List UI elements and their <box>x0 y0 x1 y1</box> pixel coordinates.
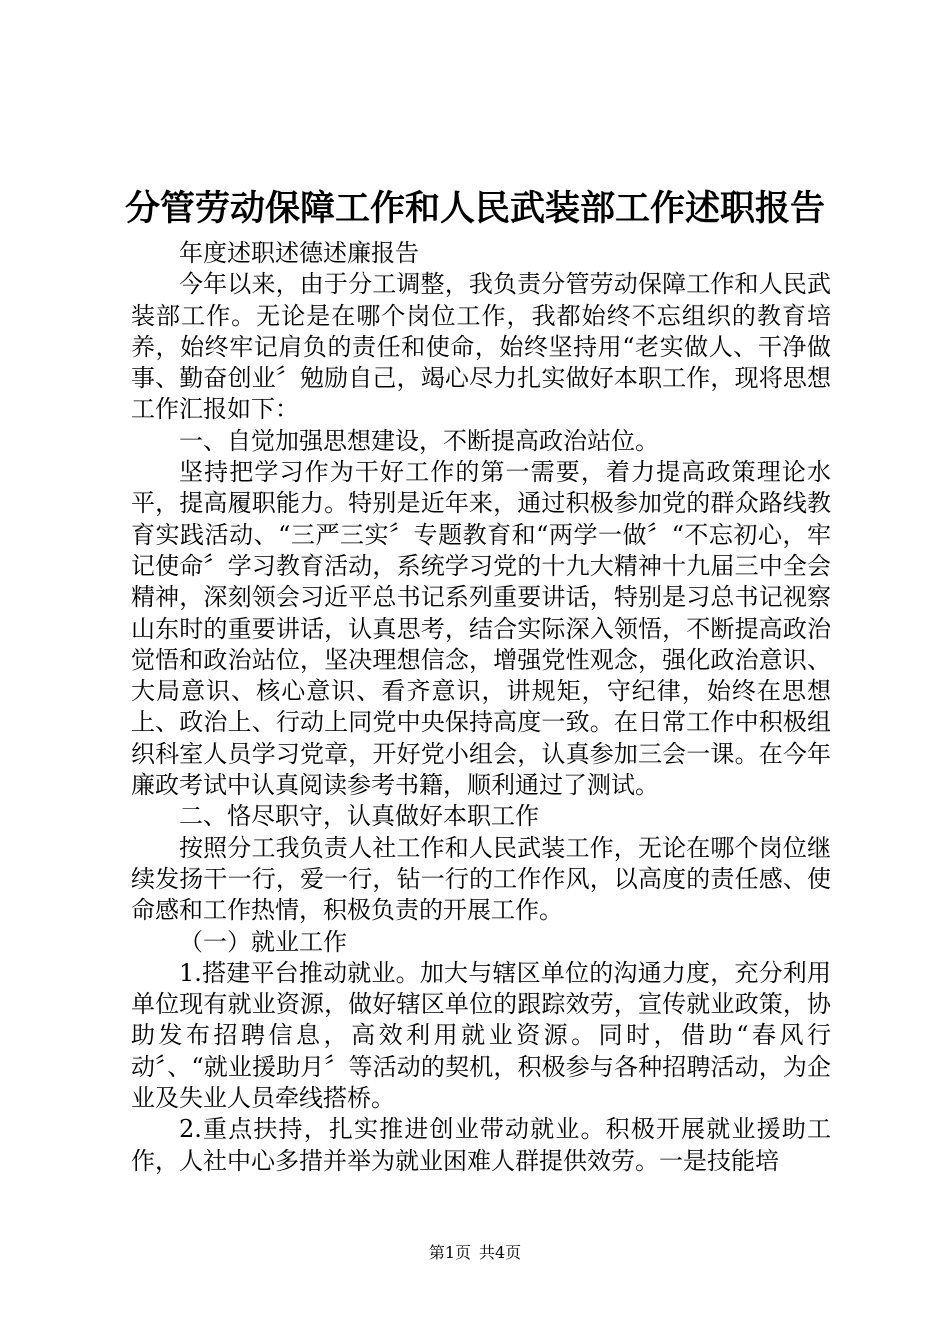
page-footer <box>0 1242 950 1264</box>
paragraph-item-2: 2.重点扶持，扎实推进创业带动就业。积极开展就业援助工作，人社中心多措并举为就业困难人群提供效劳。一是技能培 <box>131 1115 831 1175</box>
paragraph-section-1: 坚持把学习作为干好工作的第一需要，着力提高政策理论水平，提高履职能力。特别是近年来，通过积极参加党的群众路线教育实践活动、“三严三实〞专题教育和“两学一做〞“不忘初心，牢记使命〞学习教育活动，系统学习党的十九大精神十九届三中全会精神，深刻领会习近平总书记系列重要讲话，特别是习总书记视察山东时的重要讲话，认真思考，结合实际深入领悟，不断提高政治觉悟和政治站位，坚决理想信念，增强党性观念，强化政治意识、大局意识、核心意识、看齐意识，讲规矩，守纪律，始终在思想上、政治上、行动上同党中央保持高度一致。在日常工作中积极组织科室人员学习党章，开好党小组会，认真参加三会一课。在今年廉政考试中认真阅读参考书籍，顺利通过了测试。 <box>131 458 831 800</box>
paragraph-subtitle: 年度述职述德述廉报告 <box>179 239 419 267</box>
document-body <box>131 238 831 1177</box>
paragraph-item-1: 1.搭建平台推动就业。加大与辖区单位的沟通力度，充分利用单位现有就业资源，做好辖区单位的跟踪效劳，宣传就业政策，协助发布招聘信息，高效利用就业资源。同时，借助“春风行动〞、“就业援助月〞等活动的契机，积极参与各种招聘活动，为企业及失业人员牵线搭桥。 <box>131 958 831 1113</box>
section-heading-2: 二、恪尽职守，认真做好本职工作 <box>179 802 539 831</box>
paragraph-intro: 今年以来，由于分工调整，我负责分管劳动保障工作和人民武装部工作。无论是在哪个岗位工作，我都始终不忘组织的教育培养，始终牢记肩负的责任和使命，始终坚持用“老实做人、干净做事、勤奋创业〞勉励自己，竭心尽力扎实做好本职工作，现将思想工作汇报如下： <box>131 270 831 424</box>
page-number: 第1页 <box>428 1243 471 1262</box>
subsection-heading-employment: （一）就业工作 <box>179 927 347 956</box>
document-title: 分管劳动保障工作和人民武装部工作述职报告 <box>124 188 825 229</box>
paragraph-section-2: 按照分工我负责人社工作和人民武装工作，无论在哪个岗位继续发扬干一行，爱一行，钻一行的工作作风，以高度的责任感、使命感和工作热情，积极负责的开展工作。 <box>131 833 831 925</box>
section-heading-1: 一、自觉加强思想建设，不断提高政治站位。 <box>179 426 659 455</box>
page-total: 共4页 <box>479 1243 522 1262</box>
